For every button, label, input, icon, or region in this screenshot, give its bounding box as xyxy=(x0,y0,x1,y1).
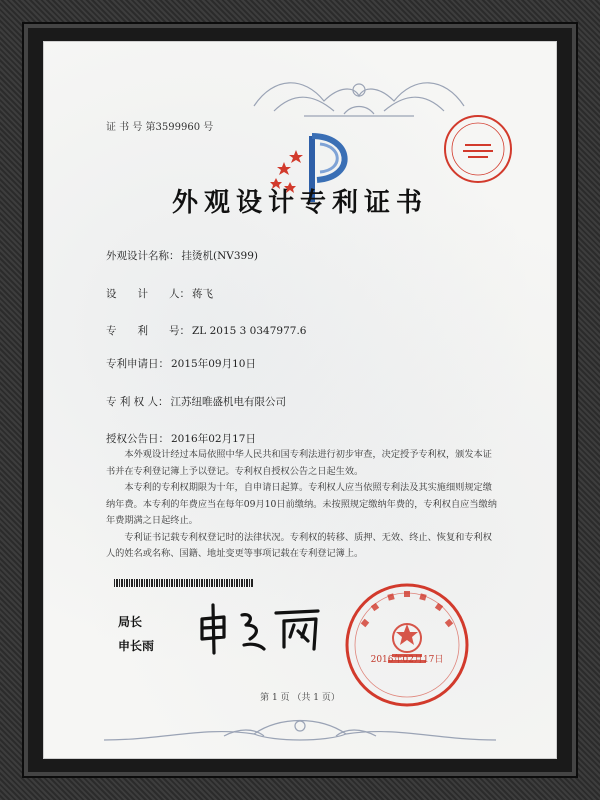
page-title: 外观设计专利证书 xyxy=(171,188,428,218)
handwritten-signature-icon xyxy=(194,597,334,657)
field-value: ZL 2015 3 0347977.6 xyxy=(192,325,307,337)
small-red-stamp-icon xyxy=(441,112,515,186)
field-label: 授权公告日： xyxy=(106,433,169,445)
field-label: 外观设计名称： xyxy=(106,250,180,262)
field-label: 专 利 号： xyxy=(106,325,190,337)
body-paragraph: 本外观设计经过本局依照中华人民共和国专利法进行初步审查，决定授予专利权，颁发本证书并在专利登记簿上予以登记。专利权自授权公告之日起生效。 xyxy=(106,449,492,477)
body-paragraph: 本专利的专利权期限为十年，自申请日起算。专利权人应当依照专利法及其实施细则规定缴纳年费。本专利的年费应当在每年09月10日前缴纳。未按照规定缴纳年费的，专利权自应当缴纳年费期满之日起终止。 xyxy=(106,482,497,526)
field-announcement-date xyxy=(106,431,256,446)
field-patent-number xyxy=(106,323,306,338)
barcode xyxy=(114,579,254,587)
director-name: 申长雨 xyxy=(118,639,155,653)
field-patentee xyxy=(106,394,286,409)
field-application-date xyxy=(106,356,256,371)
field-label: 专 利 权 人： xyxy=(106,396,169,408)
field-label: 设 计 人： xyxy=(106,288,190,300)
certificate-body-text xyxy=(106,447,498,563)
top-ornament-icon xyxy=(244,66,474,126)
field-label: 专利申请日： xyxy=(106,358,169,370)
field-design-name xyxy=(106,248,258,263)
seal-date: 2016年02月17日 xyxy=(370,655,444,665)
body-paragraph: 专利证书记载专利权登记时的法律状况。专利权的转移、质押、无效、终止、恢复和专利权人的姓名或名称、国籍、地址变更等事项记载在专利登记簿上。 xyxy=(106,531,492,559)
certificate-paper xyxy=(44,42,556,758)
field-designer xyxy=(106,286,213,301)
field-value: 2016年02月17日 xyxy=(171,433,256,445)
bottom-ornament-icon xyxy=(104,706,496,746)
page-number: 第 1 页 （共 1 页） xyxy=(260,693,340,703)
certificate-number: 证 书 号 第3599960 号 xyxy=(106,122,214,133)
field-value: 蒋飞 xyxy=(192,288,213,300)
field-value: 江苏纽唯盛机电有限公司 xyxy=(170,396,287,408)
field-value: 挂烫机(NV399) xyxy=(181,250,259,262)
field-value: 2015年09月10日 xyxy=(171,358,256,370)
director-title: 局长 xyxy=(118,615,143,629)
